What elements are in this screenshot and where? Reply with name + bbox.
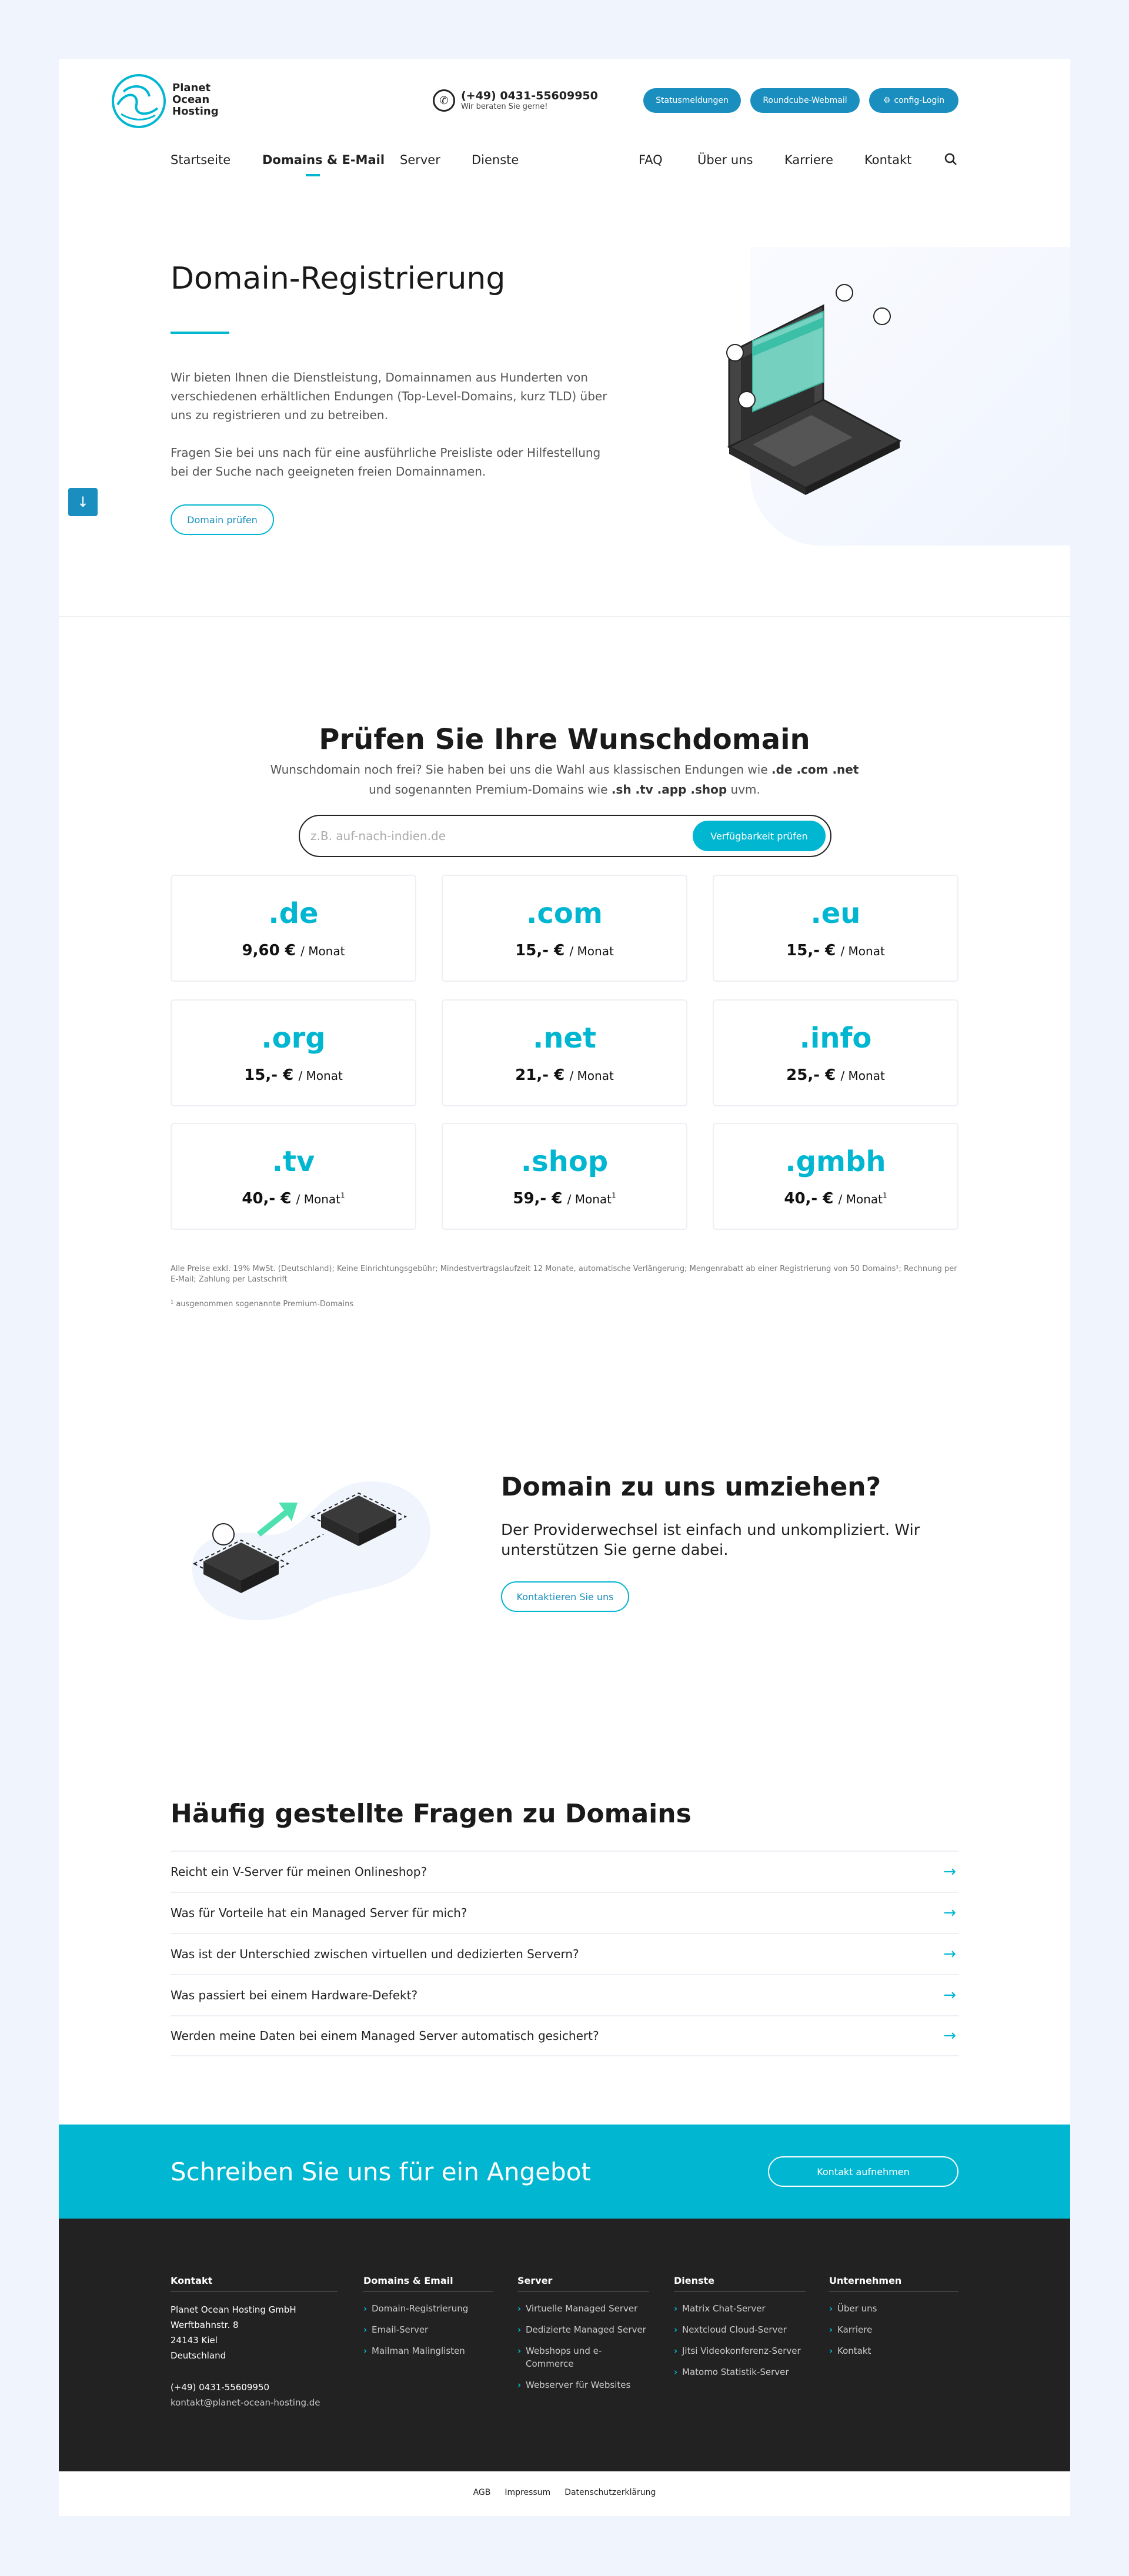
cta-title: Schreiben Sie uns für ein Angebot [171,2157,591,2186]
tld-name: .info [799,1022,872,1055]
arrow-right-icon: → [943,2027,956,2045]
tld-card[interactable] [171,999,416,1106]
transfer-title: Domain zu uns umziehen? [501,1472,881,1502]
tld-card[interactable] [171,1123,416,1230]
faq-item[interactable] [171,1933,958,1974]
page-title: Domain-Registrierung [171,261,506,296]
tld-name: .net [533,1022,596,1055]
tld-price: 40,- € / Monat$^1$ [242,1190,345,1207]
nav-active-indicator [306,174,320,176]
transfer-text: Der Providerwechsel ist einfach und unkompliziert. Wir unterstützen Sie gerne dabei. [501,1521,920,1559]
footer-heading: Kontakt [171,2275,338,2291]
tld-price: 15,- € / Monat [244,1066,343,1084]
faq-title: Häufig gestellte Fragen zu Domains [171,1799,692,1829]
footer-link[interactable]: › Nextcloud Cloud-Server [674,2323,806,2336]
search-icon[interactable] [944,153,957,166]
impressum-link[interactable]: Impressum [505,2488,551,2497]
nav-faq[interactable]: FAQ [639,153,663,167]
footer-phone[interactable]: (+49) 0431-55609950 [171,2382,270,2393]
nav-startseite[interactable]: Startseite [171,153,231,167]
nav-kontakt[interactable]: Kontakt [864,153,912,167]
availability-check-button[interactable]: Verfügbarkeit prüfen [693,821,826,851]
hero-paragraph-1: Wir bieten Ihnen die Dienstleistung, Domainnamen aus Hunderten von verschiedenen erhältlichen Endungen (Top-Level-Domains, kurz TLD) über uns zu registrieren und zu betreiben. [171,370,607,422]
footer-col [829,2275,958,2366]
footer-link[interactable]: › Karriere [829,2323,958,2336]
faq-question: Was für Vorteile hat ein Managed Server für mich? [171,1906,467,1920]
tld-price: 9,60 € / Monat [242,942,345,959]
logo-text: Planet Ocean Hosting [172,82,219,118]
domain-search-input[interactable] [310,824,663,848]
footer [59,2219,1070,2471]
footer-link[interactable]: › Matrix Chat-Server [674,2302,806,2315]
footer-heading: Dienste [674,2275,806,2291]
footer-link[interactable]: › Dedizierte Managed Server [517,2323,649,2336]
footer-link[interactable]: › Mailman Malinglisten [363,2344,493,2357]
subtitle-line-2: und sogenannten Premium-Domains wie .sh .tv .app .shop uvm. [369,782,760,797]
faq-item[interactable] [171,2015,958,2056]
hero-paragraph-2: Fragen Sie bei uns nach für eine ausführliche Preisliste oder Hilfestellung bei der Suche nach geeigneten freien Domainnamen. [171,446,601,479]
nav-server[interactable]: Server [400,153,440,167]
tld-card[interactable] [442,1123,687,1230]
tld-price: 59,- € / Monat$^1$ [513,1190,616,1207]
footer-link[interactable]: › Virtuelle Managed Server [517,2302,649,2315]
page [59,59,1070,2516]
tld-price: 21,- € / Monat [515,1066,614,1084]
header-phone[interactable] [433,89,598,112]
footer-link[interactable]: › Matomo Statistik-Server [674,2366,806,2378]
footer-link[interactable]: › Webshops und e-Commerce [517,2344,649,2370]
gear-icon: ⚙ [883,96,891,105]
faq-item[interactable] [171,1851,958,1892]
tld-name: .shop [520,1145,609,1178]
tld-card[interactable] [442,999,687,1106]
domain-check-title: Prüfen Sie Ihre Wunschdomain [319,723,810,756]
subtitle-line-1: Wunschdomain noch frei? Sie haben bei uns die Wahl aus klassischen Endungen wie .de .com .net [270,762,859,777]
tld-name: .eu [810,897,861,930]
footer-link[interactable]: › Kontakt [829,2344,958,2357]
scroll-down-button[interactable] [68,488,98,516]
nav-ueber-uns[interactable]: Über uns [697,153,753,167]
config-login-button[interactable] [869,88,958,113]
nav-domains-email[interactable]: Domains & E-Mail [262,153,385,167]
legal-links [59,2488,1070,2497]
phone-subtitle: Wir beraten Sie gerne! [461,102,548,111]
footer-link[interactable]: › Jitsi Videokonferenz-Server [674,2344,806,2357]
faq-question: Reicht ein V-Server für meinen Onlineshop? [171,1865,427,1879]
tld-name: .org [261,1022,326,1055]
server-transfer-illustration [171,1446,447,1640]
tld-card[interactable] [442,875,687,982]
tld-name: .de [268,897,319,930]
phone-icon: ✆ [433,89,455,112]
footer-heading: Domains & Email [363,2275,493,2291]
contact-button[interactable]: Kontakt aufnehmen [768,2156,958,2187]
faq-question: Werden meine Daten bei einem Managed Server automatisch gesichert? [171,2029,599,2043]
webmail-button[interactable]: Roundcube-Webmail [750,88,860,113]
footer-link[interactable]: › Domain-Registrierung [363,2302,493,2315]
cta-banner [59,2125,1070,2219]
laptop-illustration [706,270,929,517]
arrow-down-icon: ↓ [76,494,89,510]
footer-street: Werftbahnstr. 8 [171,2320,239,2330]
config-login-label: config-Login [894,96,945,105]
arrow-right-icon: → [943,1863,956,1881]
tld-card[interactable] [713,875,958,982]
footer-company: Planet Ocean Hosting GmbH [171,2304,296,2315]
tld-name: .tv [272,1145,315,1178]
footer-heading: Server [517,2275,649,2291]
tld-price: 25,- € / Monat [786,1066,885,1084]
title-underline [171,332,229,334]
faq-item[interactable] [171,1974,958,2015]
footer-link[interactable]: › Über uns [829,2302,958,2315]
status-button[interactable]: Statusmeldungen [643,88,741,113]
domain-check-subtitle [59,760,1070,799]
faq-question: Was passiert bei einem Hardware-Defekt? [171,1988,418,2002]
nav-karriere[interactable]: Karriere [784,153,834,167]
faq-question: Was ist der Unterschied zwischen virtuellen und dedizierten Servern? [171,1947,579,1961]
datenschutz-link[interactable]: Datenschutzerklärung [564,2488,656,2497]
footer-col-kontakt [171,2275,338,2410]
arrow-right-icon: → [943,1986,956,2004]
tld-card[interactable] [713,999,958,1106]
faq-item[interactable] [171,1892,958,1933]
tld-card[interactable] [171,875,416,982]
logo[interactable] [111,73,234,135]
footer-col [674,2275,806,2387]
agb-link[interactable]: AGB [473,2488,491,2497]
tld-price: 40,- € / Monat$^1$ [784,1190,887,1207]
footer-country: Deutschland [171,2350,226,2361]
domain-check-button[interactable]: Domain prüfen [171,504,274,535]
tld-name: .com [526,897,603,930]
tld-price: 15,- € / Monat [786,942,885,959]
nav-dienste[interactable]: Dienste [472,153,519,167]
tld-card[interactable] [713,1123,958,1230]
phone-number: (+49) 0431-55609950 [461,89,598,102]
tld-price: 15,- € / Monat [515,942,614,959]
section-divider [59,616,1070,617]
fineprint-terms: Alle Preise exkl. 19% MwSt. (Deutschland); Keine Einrichtungsgebühr; Mindestvertragslaufzeit 12 Monate, automatische Verlängerung; Mengenrabatt ab einer Registrierung von 50 Domains¹; Rechnung per E-Mail; Zahlung per Lastschrift [171,1264,957,1284]
arrow-right-icon: → [943,1945,956,1963]
footer-col [363,2275,493,2366]
arrow-right-icon: → [943,1904,956,1922]
fineprint-footnote: ¹ ausgenommen sogenannte Premium-Domains [171,1300,354,1309]
footer-city: 24143 Kiel [171,2335,218,2346]
footer-link[interactable]: › Webserver für Websites [517,2378,649,2391]
domain-search-box [299,815,831,857]
logo-icon [111,73,167,129]
contact-us-button[interactable]: Kontaktieren Sie uns [501,1581,629,1612]
footer-email[interactable]: kontakt@planet-ocean-hosting.de [171,2397,320,2408]
footer-link[interactable]: › Email-Server [363,2323,493,2336]
footer-heading: Unternehmen [829,2275,958,2291]
tld-name: .gmbh [785,1145,886,1178]
footer-col [517,2275,649,2400]
